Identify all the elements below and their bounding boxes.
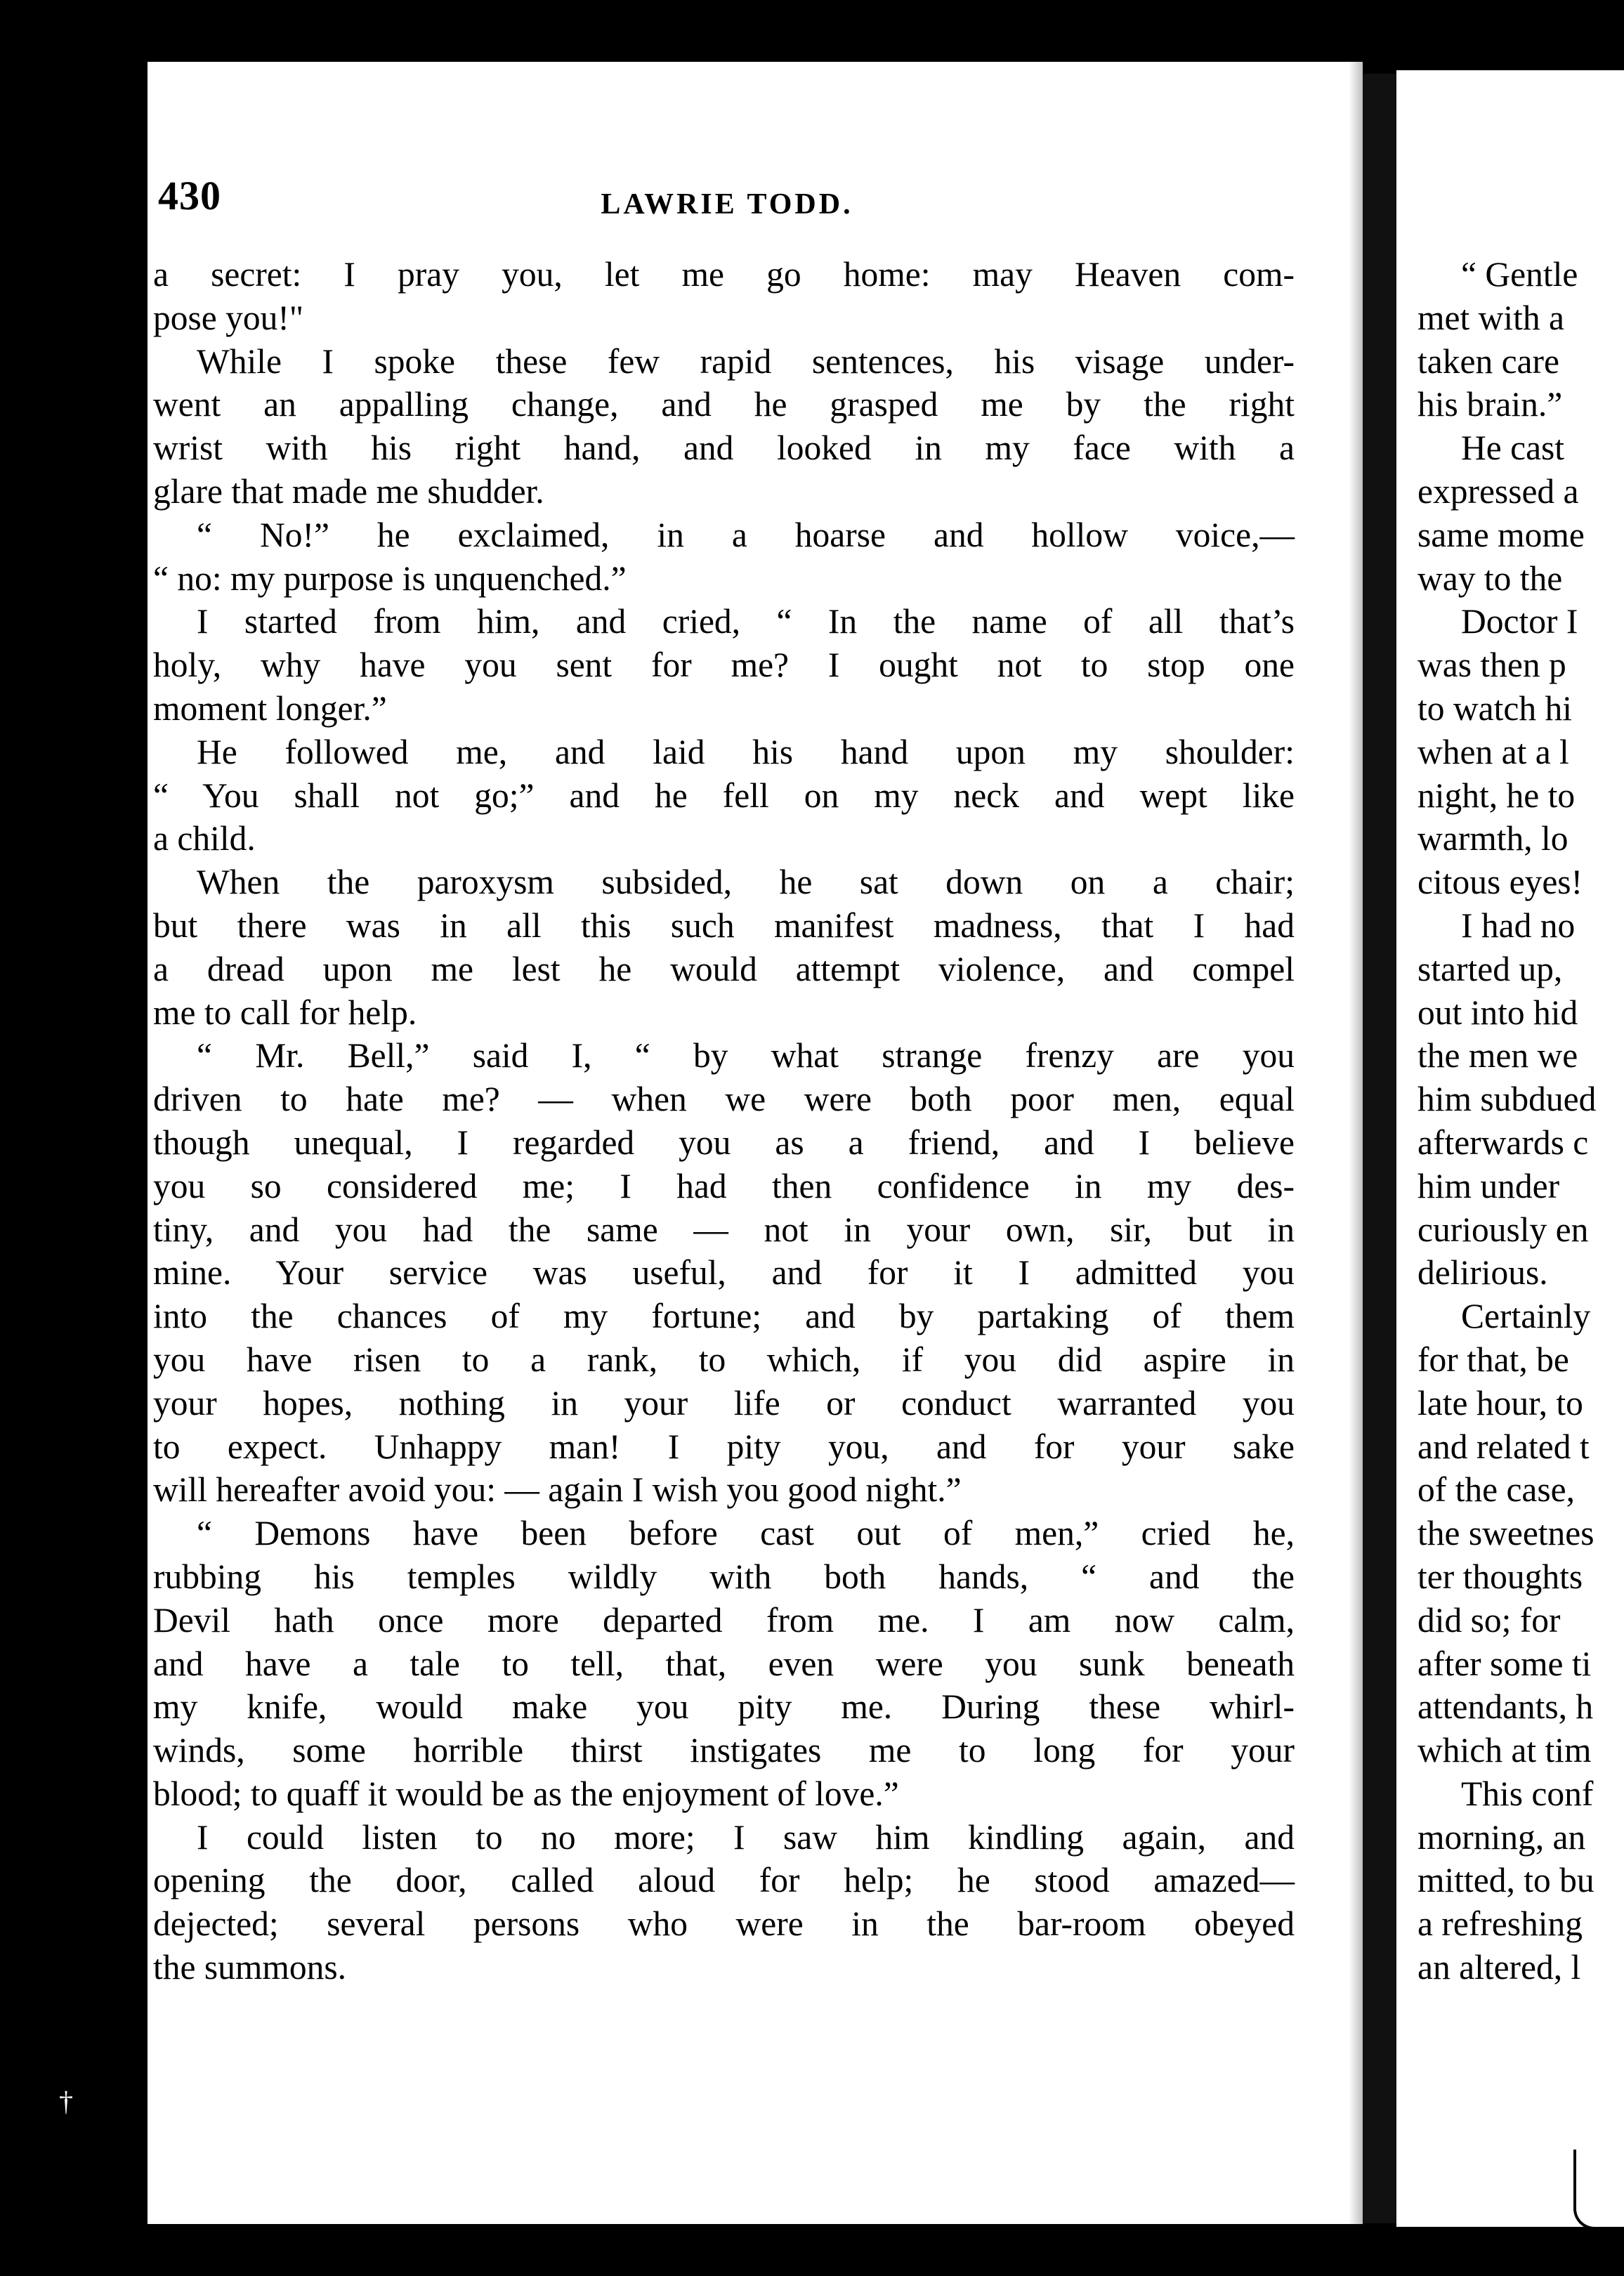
text-line: into the chances of my fortune; and by partaking of them: [153, 1297, 1295, 1336]
text-line: “ Gentle: [1461, 255, 1578, 294]
text-line: attendants, h: [1417, 1687, 1594, 1727]
text-line: He followed me, and laid his hand upon my shoulder:: [197, 732, 1295, 771]
text-line: for that, be: [1417, 1340, 1569, 1379]
text-line: a child.: [153, 819, 256, 858]
text-line: after some ti: [1417, 1644, 1592, 1683]
text-line: curiously en: [1417, 1210, 1589, 1249]
right-page-body: [1417, 253, 1624, 1989]
text-line: holy, why have you sent for me? I ought not to stop one: [153, 646, 1295, 685]
text-line: to expect. Unhappy man! I pity you, and for your sake: [153, 1427, 1295, 1466]
text-line: did so; for: [1417, 1600, 1561, 1640]
text-line: wrist with his right hand, and looked in my face with a: [153, 429, 1295, 468]
text-line: ter thoughts: [1417, 1557, 1583, 1596]
text-line: While I spoke these few rapid sentences, his visage under-: [197, 341, 1295, 381]
page-corner-mark: [1573, 2150, 1618, 2230]
text-line: rubbing his temples wildly with both hands, “ and the: [153, 1557, 1295, 1596]
text-line: afterwards c: [1417, 1123, 1589, 1162]
text-line: met with a: [1417, 298, 1564, 337]
text-line: driven to hate me? — when we were both poor men, equal: [153, 1080, 1295, 1119]
text-line: when at a l: [1417, 732, 1569, 771]
text-line: “ No!” he exclaimed, in a hoarse and hollow voice,—: [197, 515, 1295, 554]
text-line: a dread upon me lest he would attempt violence, and compel: [153, 949, 1295, 988]
left-page-body: [153, 253, 1295, 1989]
text-line: the summons.: [153, 1948, 347, 1987]
text-line: though unequal, I regarded you as a friend, and I believe: [153, 1123, 1295, 1162]
text-line: of the case,: [1417, 1470, 1576, 1510]
text-line: mitted, to bu: [1417, 1861, 1594, 1900]
page-shadow: [1349, 62, 1363, 2224]
running-head: [158, 172, 1296, 228]
running-title: LAWRIE TODD.: [601, 188, 853, 221]
text-line: pose you!": [153, 298, 304, 337]
text-line: his brain.”: [1417, 385, 1563, 424]
text-line: which at tim: [1417, 1731, 1592, 1770]
text-line: glare that made me shudder.: [153, 471, 544, 511]
text-line: mine. Your service was useful, and for it I admitted you: [153, 1253, 1295, 1293]
text-line: went an appalling change, and he grasped me by the right: [153, 385, 1295, 424]
text-line: I could listen to no more; I saw him kindling again, and: [197, 1817, 1295, 1857]
text-line: same mome: [1417, 515, 1585, 554]
text-line: him subdued: [1417, 1080, 1597, 1119]
text-line: and have a tale to tell, that, even were you sunk beneath: [153, 1644, 1295, 1683]
text-line: moment longer.”: [153, 688, 387, 728]
text-line: him under: [1417, 1166, 1560, 1205]
text-line: way to the: [1417, 558, 1563, 598]
text-line: citous eyes!: [1417, 863, 1583, 902]
text-line: He cast: [1461, 429, 1565, 468]
text-line: When the paroxysm subsided, he sat down on a chair;: [197, 863, 1295, 902]
text-line: late hour, to: [1417, 1383, 1583, 1422]
text-line: dejected; several persons who were in the bar-room obeyed: [153, 1904, 1295, 1944]
text-line: “ Mr. Bell,” said I, “ by what strange frenzy are you: [197, 1036, 1295, 1075]
text-line: my knife, would make you pity me. During these whirl-: [153, 1687, 1295, 1727]
text-line: an altered, l: [1417, 1948, 1581, 1987]
text-line: “ no: my purpose is unquenched.”: [153, 558, 627, 598]
text-line: I started from him, and cried, “ In the name of all that’s: [197, 602, 1295, 641]
text-line: This conf: [1461, 1774, 1594, 1813]
text-line: Devil hath once more departed from me. I am now calm,: [153, 1600, 1295, 1640]
text-line: to watch hi: [1417, 688, 1572, 728]
text-line: warmth, lo: [1417, 819, 1569, 858]
text-line: taken care: [1417, 341, 1559, 381]
margin-mark: †: [59, 2086, 73, 2117]
text-line: expressed a: [1417, 471, 1579, 511]
text-line: you so considered me; I had then confidence in my des-: [153, 1166, 1295, 1205]
text-line: “ You shall not go;” and he fell on my neck and wept like: [153, 776, 1295, 815]
text-line: a refreshing: [1417, 1904, 1583, 1944]
text-line: a secret: I pray you, let me go home: may Heaven com-: [153, 255, 1295, 294]
text-line: Certainly: [1461, 1297, 1591, 1336]
text-line: blood; to quaff it would be as the enjoyment of love.”: [153, 1774, 899, 1813]
book-gutter: [1363, 74, 1396, 2223]
text-line: but there was in all this such manifest madness, that I had: [153, 905, 1295, 945]
text-line: winds, some horrible thirst instigates me to long for your: [153, 1731, 1295, 1770]
text-line: your hopes, nothing in your life or conduct warranted you: [153, 1383, 1295, 1422]
text-line: morning, an: [1417, 1817, 1586, 1857]
text-line: you have risen to a rank, to which, if you did aspire in: [153, 1340, 1295, 1379]
text-line: will hereafter avoid you: — again I wish you good night.”: [153, 1470, 962, 1510]
text-line: out into hid: [1417, 993, 1578, 1032]
text-line: the sweetnes: [1417, 1514, 1594, 1553]
text-line: “ Demons have been before cast out of men,” cried he,: [197, 1514, 1295, 1553]
text-line: night, he to: [1417, 776, 1576, 815]
text-line: the men we: [1417, 1036, 1578, 1075]
text-line: opening the door, called aloud for help; he stood amazed—: [153, 1861, 1295, 1900]
text-line: delirious.: [1417, 1253, 1548, 1293]
page-number: 430: [158, 173, 221, 218]
text-line: Doctor I: [1461, 602, 1578, 641]
text-line: I had no: [1461, 905, 1576, 945]
text-line: and related t: [1417, 1427, 1590, 1466]
text-line: me to call for help.: [153, 993, 417, 1032]
text-line: tiny, and you had the same — not in your own, sir, but in: [153, 1210, 1295, 1249]
text-line: was then p: [1417, 646, 1566, 685]
text-line: started up,: [1417, 949, 1563, 988]
